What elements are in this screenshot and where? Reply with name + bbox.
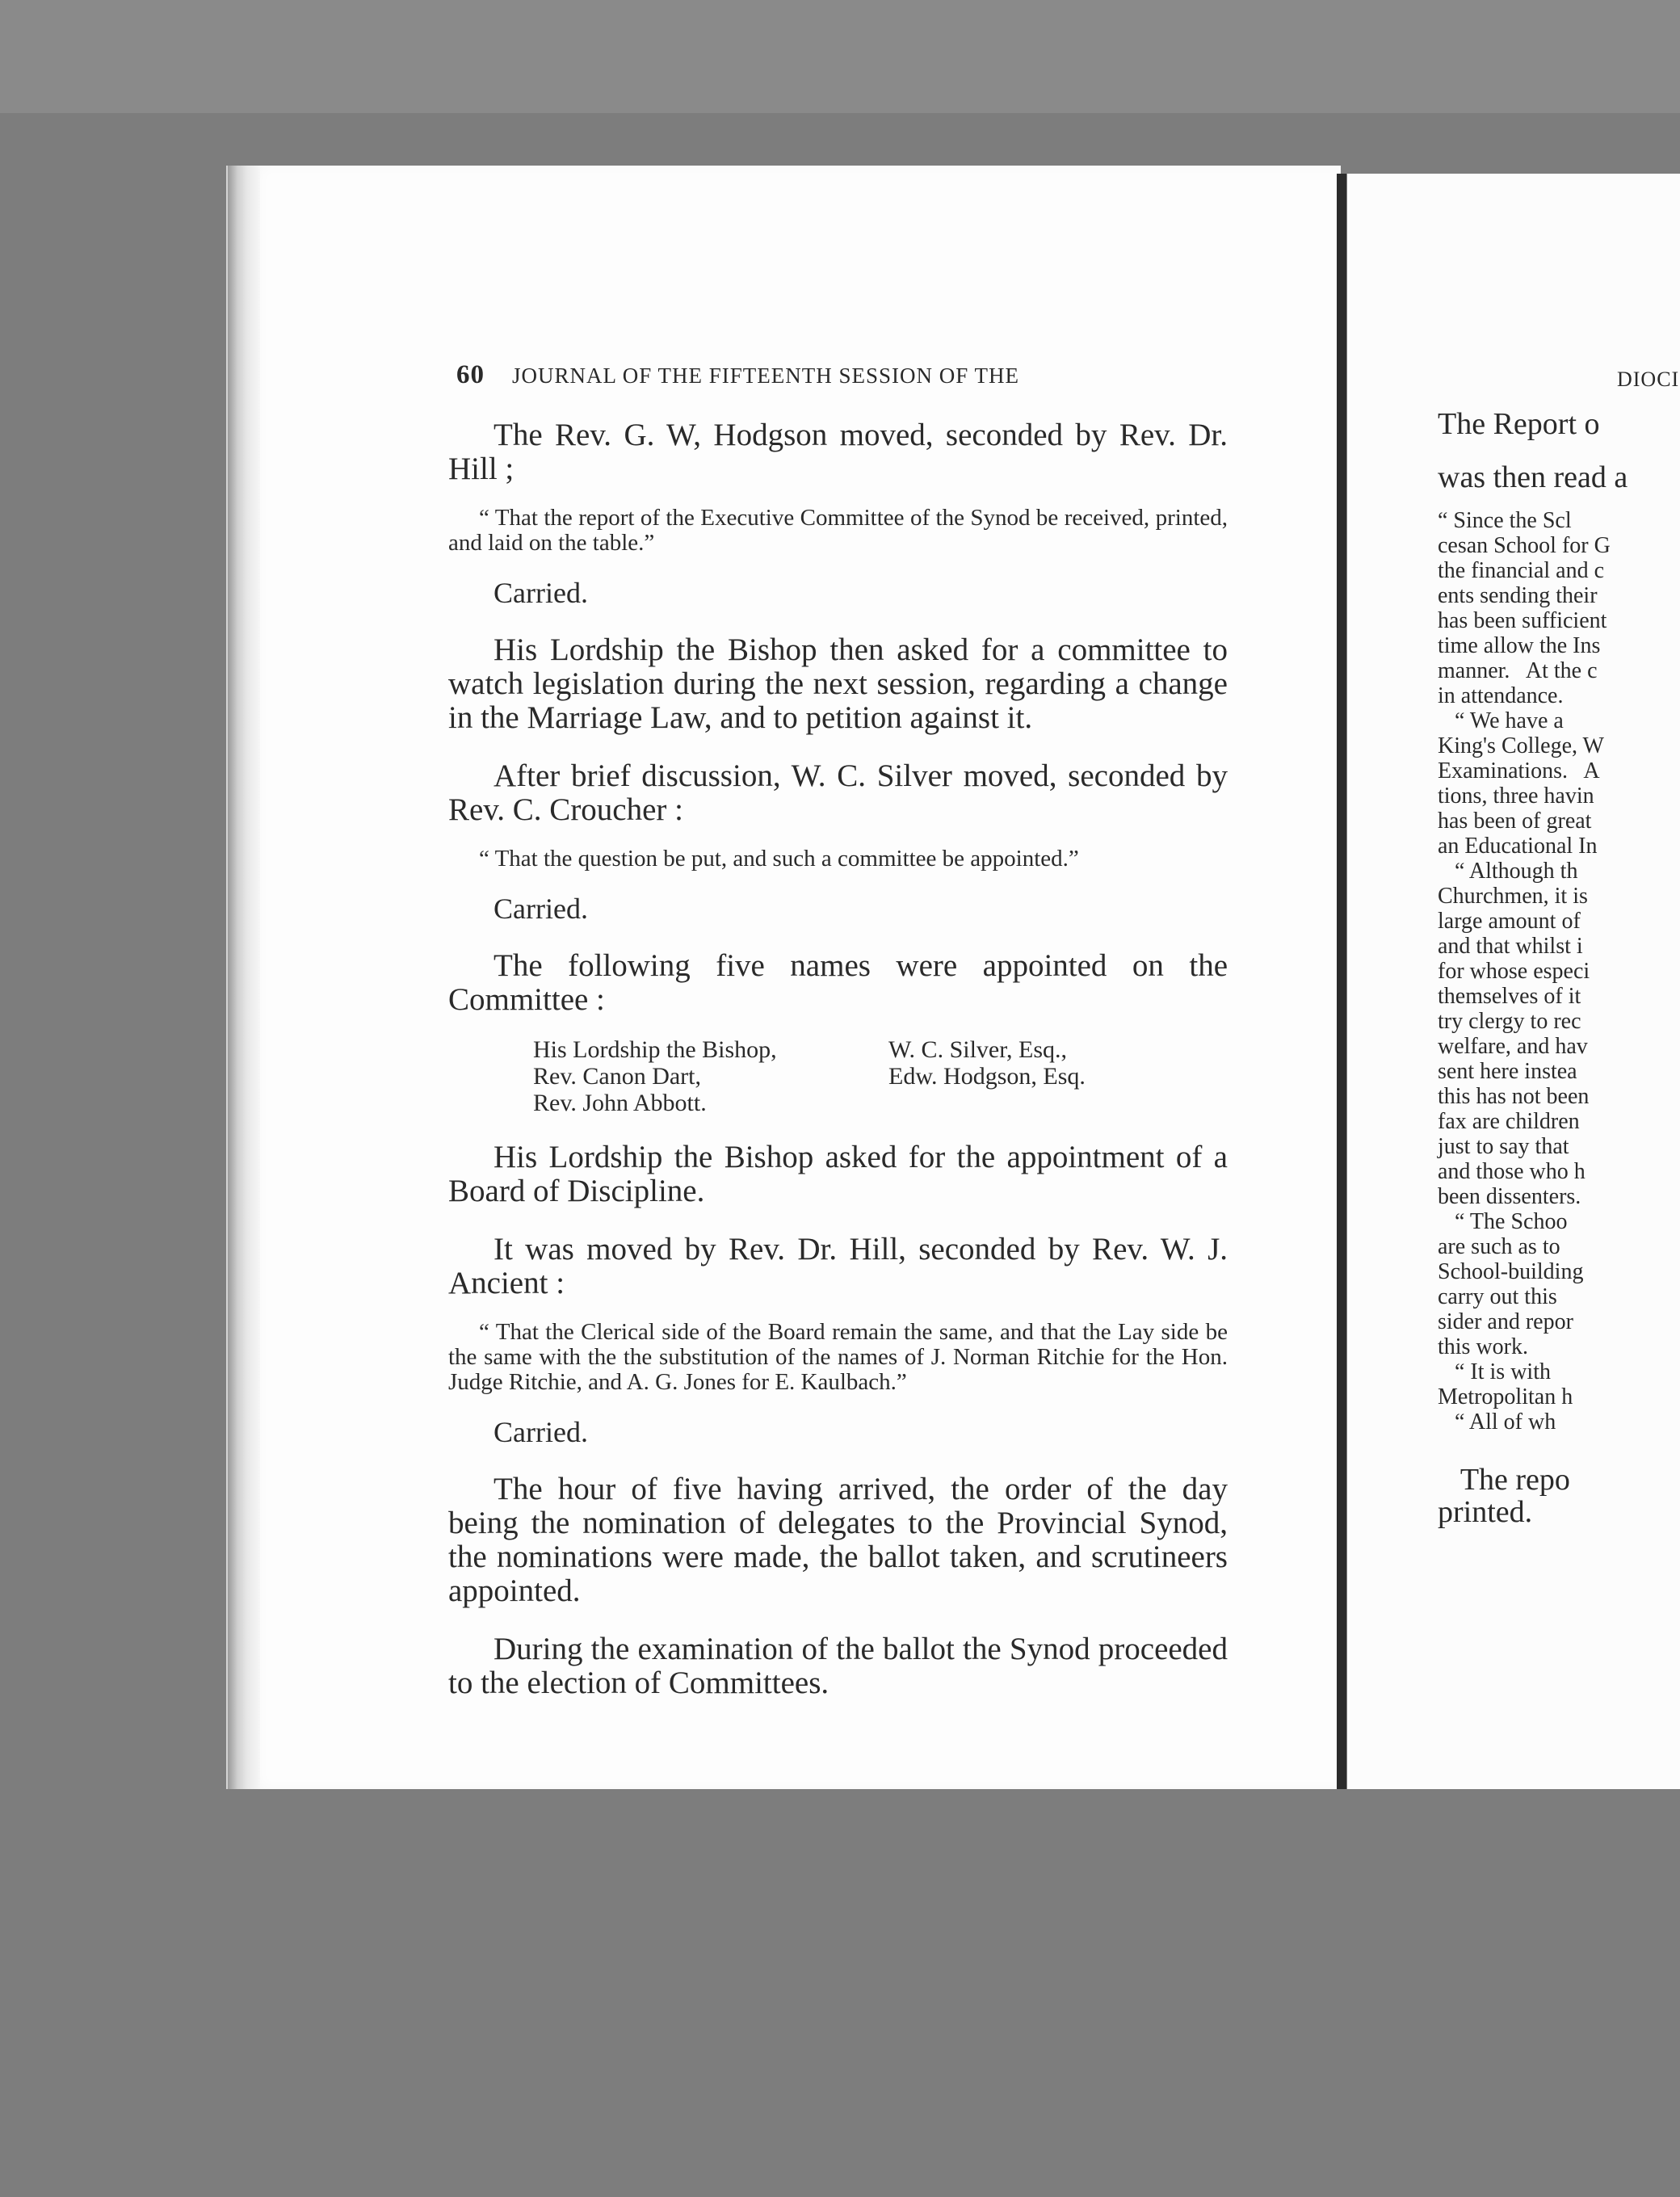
right-page-line: “ Since the Scl [1438,508,1572,533]
right-page-line: time allow the Ins [1438,633,1601,658]
carried-note: Carried. [494,577,588,609]
right-page [1347,174,1680,1789]
right-page-line: “ All of wh [1438,1409,1556,1435]
running-head [456,360,1019,390]
book-gutter [1337,174,1346,1789]
right-page-line: The Report o [1438,407,1600,441]
right-page-line: an Educational In [1438,834,1598,859]
right-page-line: “ Although th [1438,859,1578,884]
left-page-body [448,418,1228,1724]
right-page-line: sent here instea [1438,1059,1577,1084]
paragraph: During the examination of the ballot the Synod proceeded to the election of Committees. [448,1632,1228,1700]
right-page-line: has been sufficient [1438,608,1607,633]
right-page-line: printed. [1438,1495,1533,1529]
committee-name: Edw. Hodgson, Esq. [888,1063,1086,1090]
right-page-line: are such as to [1438,1234,1560,1259]
committee-name: Rev. Canon Dart, [533,1063,702,1090]
paragraph: The hour of five having arrived, the order of the day being the nomination of delegates to the Provincial Synod, the nominations were made, the ballot taken, and scrutineers appointed. [448,1472,1228,1608]
right-page-line: welfare, and hav [1438,1034,1588,1059]
right-page-line: has been of great [1438,809,1592,834]
committee-name: W. C. Silver, Esq., [888,1036,1068,1063]
right-page-line: tions, three havin [1438,783,1594,809]
running-head-title: JOURNAL OF THE FIFTEENTH SESSION OF THE [512,363,1020,388]
right-page-line: for whose especi [1438,959,1590,984]
committee-name: His Lordship the Bishop, [533,1036,777,1063]
right-page-line: manner. At the c [1438,658,1598,683]
resolution-quote: “ That the report of the Executive Committee of the Synod be received, printed, and laid on the table.” [448,505,1228,556]
right-page-line: been dissenters. [1438,1184,1581,1209]
right-page-line: The repo [1438,1463,1570,1497]
right-page-line: large amount of [1438,909,1581,934]
right-page-line: and that whilst i [1438,934,1583,959]
paragraph: The Rev. G. W, Hodgson moved, seconded by Rev. Dr. Hill ; [448,418,1228,486]
right-page-line: this has not been [1438,1084,1590,1109]
paragraph: The following five names were appointed on the Committee : [448,948,1228,1017]
right-page-line: Churchmen, it is [1438,884,1588,909]
right-page-line: and those who h [1438,1159,1586,1184]
carried-note: Carried. [494,1416,588,1448]
right-page-line: themselves of it [1438,984,1581,1009]
right-page-line: “ We have a [1438,708,1564,733]
right-page-line: just to say that [1438,1134,1569,1159]
spacer [1438,1449,1680,1464]
right-page-line: “ It is with [1438,1359,1551,1384]
right-page-line: cesan School for G [1438,533,1611,558]
scanner-background [0,0,1680,113]
right-page-line: in attendance. [1438,683,1564,708]
right-page-line: try clergy to rec [1438,1009,1581,1034]
right-page-line: sider and repor [1438,1309,1573,1334]
committee-name: Rev. John Abbott. [533,1090,707,1116]
spacer [1438,494,1680,508]
right-page-line: Metropolitan h [1438,1384,1573,1409]
spacer [1438,1435,1680,1449]
page-edge-shadow [228,166,260,1789]
paragraph: It was moved by Rev. Dr. Hill, seconded by Rev. W. J. Ancient : [448,1232,1228,1300]
carried-note: Carried. [494,893,588,925]
right-page-line: Examinations. A [1438,758,1600,783]
paragraph: After brief discussion, W. C. Silver moved, seconded by Rev. C. Croucher : [448,758,1228,827]
resolution-quote: “ That the question be put, and such a committee be appointed.” [479,846,1079,872]
committee-names [533,1036,1228,1116]
right-page-line: ents sending their [1438,583,1598,608]
right-running-head: DIOCI [1617,368,1680,391]
paragraph: His Lordship the Bishop then asked for a committee to watch legislation during the next session, regarding a change in the Marriage Law, and to petition against it. [448,632,1228,735]
right-page-line: was then read a [1438,460,1628,494]
paragraph: His Lordship the Bishop asked for the appointment of a Board of Discipline. [448,1140,1228,1208]
right-page-body [1438,408,1680,1528]
right-page-line: the financial and c [1438,558,1605,583]
committee-name [888,1090,1179,1116]
page-number: 60 [456,360,485,389]
right-page-line: “ The Schoo [1438,1209,1568,1234]
right-page-line: School-building [1438,1259,1584,1284]
right-page-line: fax are children [1438,1109,1580,1134]
right-page-line: King's College, W [1438,733,1604,758]
right-page-line: carry out this [1438,1284,1557,1309]
right-page-line: this work. [1438,1334,1528,1359]
resolution-quote: “ That the Clerical side of the Board remain the same, and that the Lay side be the same with the the substitution of the names of J. Norman Ritchie for the Hon. Judge Ritchie, and A. G. Jones for E. Kaulbach.” [448,1319,1228,1395]
